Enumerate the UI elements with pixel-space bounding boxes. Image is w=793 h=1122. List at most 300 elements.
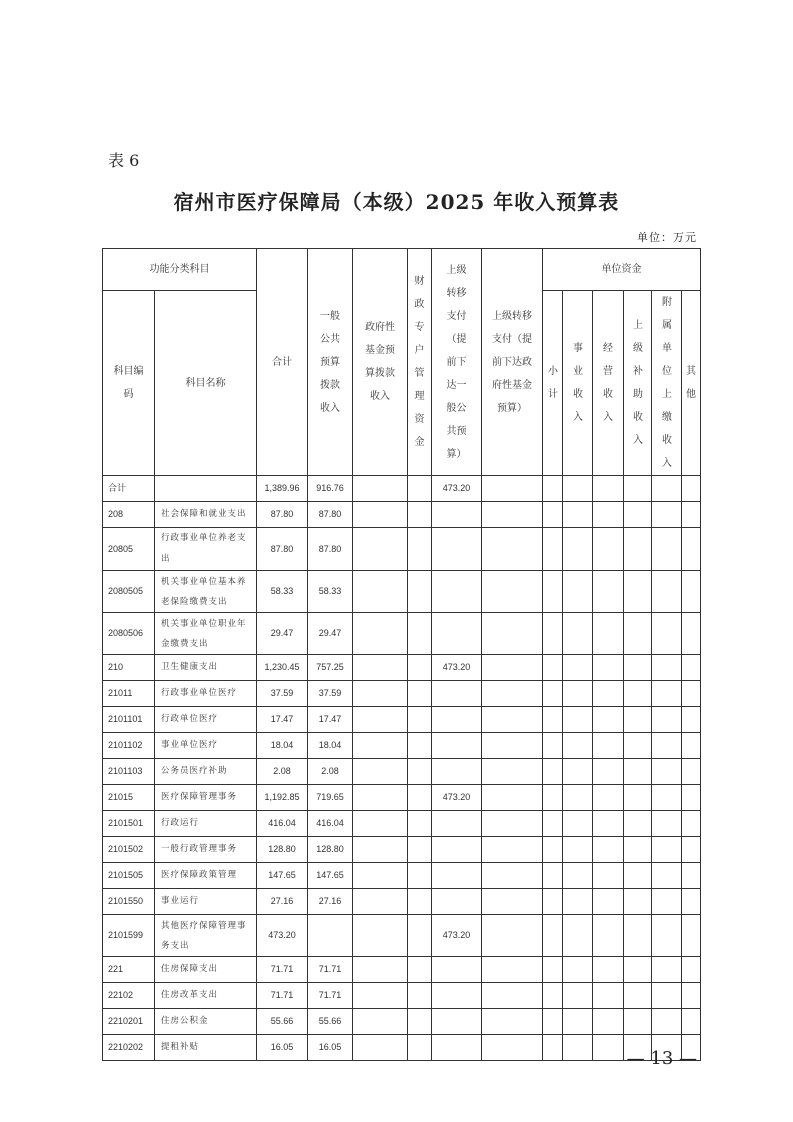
cell-gov-fund — [353, 983, 408, 1009]
cell-subsidy — [624, 681, 652, 707]
cell-subsidy — [624, 983, 652, 1009]
cell-name: 行政事业单位医疗 — [155, 681, 257, 707]
table-row — [103, 528, 701, 571]
cell-subtotal — [543, 528, 563, 571]
cell-transfer-general — [432, 811, 482, 837]
cell-transfer-fund — [482, 1035, 543, 1061]
cell-general: 55.66 — [308, 1009, 353, 1035]
cell-other — [682, 837, 701, 863]
cell-operating — [593, 759, 624, 785]
cell-code: 2080505 — [103, 571, 155, 613]
cell-operating — [593, 915, 624, 957]
header-total: 合计 — [257, 249, 308, 476]
cell-subsidy — [624, 785, 652, 811]
cell-subsidy — [624, 733, 652, 759]
cell-subtotal — [543, 837, 563, 863]
cell-code: 221 — [103, 957, 155, 983]
cell-transfer-general — [432, 957, 482, 983]
cell-operating — [593, 957, 624, 983]
cell-special — [408, 655, 432, 681]
cell-gov-fund — [353, 528, 408, 571]
cell-other — [682, 863, 701, 889]
cell-code: 2101501 — [103, 811, 155, 837]
cell-name: 行政单位医疗 — [155, 707, 257, 733]
cell-total: 71.71 — [257, 957, 308, 983]
cell-subtotal — [543, 915, 563, 957]
cell-gov-fund — [353, 613, 408, 655]
cell-general — [308, 915, 353, 957]
cell-subtotal — [543, 502, 563, 528]
cell-subsidy — [624, 759, 652, 785]
cell-affiliated — [652, 811, 682, 837]
cell-special — [408, 785, 432, 811]
cell-affiliated — [652, 528, 682, 571]
cell-gov-fund — [353, 1035, 408, 1061]
cell-special — [408, 811, 432, 837]
cell-total: 37.59 — [257, 681, 308, 707]
cell-affiliated — [652, 889, 682, 915]
cell-transfer-general: 473.20 — [432, 915, 482, 957]
cell-general: 17.47 — [308, 707, 353, 733]
cell-name: 社会保障和就业支出 — [155, 502, 257, 528]
cell-transfer-fund — [482, 655, 543, 681]
cell-affiliated — [652, 915, 682, 957]
cell-name: 公务员医疗补助 — [155, 759, 257, 785]
cell-special — [408, 1009, 432, 1035]
cell-total: 16.05 — [257, 1035, 308, 1061]
cell-code: 合计 — [103, 476, 155, 502]
cell-general: 37.59 — [308, 681, 353, 707]
cell-subtotal — [543, 759, 563, 785]
cell-name: 事业运行 — [155, 889, 257, 915]
table-row — [103, 655, 701, 681]
cell-transfer-general — [432, 707, 482, 733]
cell-total: 1,389.96 — [257, 476, 308, 502]
cell-transfer-general — [432, 681, 482, 707]
cell-subtotal — [543, 613, 563, 655]
header-subsidy: 上级补助收入 — [624, 291, 652, 476]
cell-affiliated — [652, 759, 682, 785]
cell-transfer-general — [432, 759, 482, 785]
cell-name: 机关事业单位职业年金缴费支出 — [155, 613, 257, 655]
cell-transfer-fund — [482, 707, 543, 733]
cell-general: 916.76 — [308, 476, 353, 502]
cell-business — [563, 733, 593, 759]
cell-operating — [593, 571, 624, 613]
cell-transfer-general — [432, 1009, 482, 1035]
cell-business — [563, 655, 593, 681]
cell-subsidy — [624, 889, 652, 915]
cell-code: 2101102 — [103, 733, 155, 759]
cell-general: 71.71 — [308, 957, 353, 983]
cell-subtotal — [543, 571, 563, 613]
cell-transfer-fund — [482, 681, 543, 707]
cell-business — [563, 811, 593, 837]
cell-total: 416.04 — [257, 811, 308, 837]
cell-total: 1,230.45 — [257, 655, 308, 681]
cell-operating — [593, 1009, 624, 1035]
table-row — [103, 707, 701, 733]
cell-affiliated — [652, 655, 682, 681]
cell-affiliated — [652, 733, 682, 759]
cell-subtotal — [543, 733, 563, 759]
cell-general: 147.65 — [308, 863, 353, 889]
cell-transfer-general — [432, 837, 482, 863]
cell-transfer-fund — [482, 528, 543, 571]
table-row — [103, 733, 701, 759]
income-budget-table — [102, 248, 701, 1061]
cell-name: 医疗保障管理事务 — [155, 785, 257, 811]
header-transfer-general: 上级转移支付（提前下达一般公共预算） — [432, 249, 482, 476]
table-row — [103, 613, 701, 655]
cell-other — [682, 681, 701, 707]
cell-transfer-general — [432, 528, 482, 571]
cell-other — [682, 655, 701, 681]
cell-other — [682, 915, 701, 957]
cell-operating — [593, 707, 624, 733]
cell-gov-fund — [353, 1009, 408, 1035]
cell-transfer-general — [432, 613, 482, 655]
cell-subtotal — [543, 811, 563, 837]
cell-total: 29.47 — [257, 613, 308, 655]
cell-operating — [593, 528, 624, 571]
cell-other — [682, 889, 701, 915]
cell-affiliated — [652, 707, 682, 733]
cell-subtotal — [543, 681, 563, 707]
cell-business — [563, 837, 593, 863]
cell-subsidy — [624, 957, 652, 983]
cell-special — [408, 915, 432, 957]
cell-code: 2210202 — [103, 1035, 155, 1061]
cell-operating — [593, 733, 624, 759]
cell-business — [563, 502, 593, 528]
cell-general: 16.05 — [308, 1035, 353, 1061]
cell-gov-fund — [353, 811, 408, 837]
cell-total: 17.47 — [257, 707, 308, 733]
cell-business — [563, 889, 593, 915]
header-code: 科目编码 — [103, 291, 155, 476]
cell-transfer-fund — [482, 502, 543, 528]
cell-transfer-general — [432, 889, 482, 915]
cell-transfer-general — [432, 502, 482, 528]
table-body — [103, 476, 701, 1061]
cell-name: 机关事业单位基本养老保险缴费支出 — [155, 571, 257, 613]
cell-operating — [593, 889, 624, 915]
cell-operating — [593, 983, 624, 1009]
cell-code: 208 — [103, 502, 155, 528]
header-special: 财政专户管理资金 — [408, 249, 432, 476]
cell-other — [682, 1009, 701, 1035]
cell-subtotal — [543, 957, 563, 983]
cell-code: 2101550 — [103, 889, 155, 915]
cell-code: 2101101 — [103, 707, 155, 733]
cell-name: 行政事业单位养老支出 — [155, 528, 257, 571]
cell-gov-fund — [353, 655, 408, 681]
table-row — [103, 759, 701, 785]
cell-general: 128.80 — [308, 837, 353, 863]
cell-gov-fund — [353, 759, 408, 785]
table-row — [103, 502, 701, 528]
cell-other — [682, 983, 701, 1009]
cell-code: 210 — [103, 655, 155, 681]
cell-subsidy — [624, 837, 652, 863]
cell-subsidy — [624, 571, 652, 613]
cell-subtotal — [543, 476, 563, 502]
cell-affiliated — [652, 863, 682, 889]
cell-other — [682, 733, 701, 759]
header-unit-funds: 单位资金 — [543, 249, 701, 291]
cell-code: 20805 — [103, 528, 155, 571]
cell-code: 2101505 — [103, 863, 155, 889]
cell-name: 住房改革支出 — [155, 983, 257, 1009]
cell-total: 58.33 — [257, 571, 308, 613]
cell-code: 21015 — [103, 785, 155, 811]
cell-transfer-general — [432, 863, 482, 889]
cell-gov-fund — [353, 681, 408, 707]
cell-name — [155, 476, 257, 502]
cell-transfer-fund — [482, 957, 543, 983]
cell-total: 128.80 — [257, 837, 308, 863]
cell-gov-fund — [353, 571, 408, 613]
cell-special — [408, 528, 432, 571]
cell-special — [408, 957, 432, 983]
cell-gov-fund — [353, 863, 408, 889]
cell-total: 87.80 — [257, 502, 308, 528]
cell-transfer-fund — [482, 811, 543, 837]
table-row — [103, 863, 701, 889]
cell-gov-fund — [353, 733, 408, 759]
page-title: 宿州市医疗保障局（本级）2025 年收入预算表 — [173, 190, 620, 214]
cell-gov-fund — [353, 785, 408, 811]
cell-general: 29.47 — [308, 613, 353, 655]
cell-subsidy — [624, 915, 652, 957]
cell-gov-fund — [353, 707, 408, 733]
cell-general: 87.80 — [308, 502, 353, 528]
cell-special — [408, 707, 432, 733]
table-row — [103, 681, 701, 707]
cell-subtotal — [543, 785, 563, 811]
cell-affiliated — [652, 785, 682, 811]
cell-affiliated — [652, 983, 682, 1009]
cell-transfer-fund — [482, 915, 543, 957]
cell-business — [563, 759, 593, 785]
cell-transfer-fund — [482, 983, 543, 1009]
cell-operating — [593, 476, 624, 502]
cell-other — [682, 707, 701, 733]
table-row — [103, 571, 701, 613]
header-other: 其他 — [682, 291, 701, 476]
header-general: 一般公共预算拨款收入 — [308, 249, 353, 476]
cell-subtotal — [543, 655, 563, 681]
cell-subsidy — [624, 613, 652, 655]
cell-gov-fund — [353, 502, 408, 528]
cell-operating — [593, 613, 624, 655]
cell-subsidy — [624, 811, 652, 837]
cell-name: 其他医疗保障管理事务支出 — [155, 915, 257, 957]
cell-transfer-general — [432, 571, 482, 613]
cell-operating — [593, 681, 624, 707]
cell-special — [408, 889, 432, 915]
cell-subtotal — [543, 1009, 563, 1035]
table-row — [103, 837, 701, 863]
cell-gov-fund — [353, 915, 408, 957]
cell-total: 27.16 — [257, 889, 308, 915]
cell-gov-fund — [353, 957, 408, 983]
table-row — [103, 889, 701, 915]
cell-transfer-fund — [482, 1009, 543, 1035]
cell-transfer-general — [432, 1035, 482, 1061]
header-business: 事业收入 — [563, 291, 593, 476]
cell-general: 2.08 — [308, 759, 353, 785]
table-row — [103, 785, 701, 811]
cell-business — [563, 957, 593, 983]
cell-special — [408, 837, 432, 863]
header-name: 科目名称 — [155, 291, 257, 476]
cell-general: 719.65 — [308, 785, 353, 811]
header-affiliated: 附属单位上缴收入 — [652, 291, 682, 476]
cell-special — [408, 681, 432, 707]
cell-transfer-general: 473.20 — [432, 785, 482, 811]
cell-total: 87.80 — [257, 528, 308, 571]
cell-other — [682, 476, 701, 502]
cell-special — [408, 983, 432, 1009]
cell-subtotal — [543, 983, 563, 1009]
cell-business — [563, 476, 593, 502]
cell-transfer-fund — [482, 785, 543, 811]
cell-special — [408, 759, 432, 785]
cell-transfer-fund — [482, 613, 543, 655]
cell-transfer-fund — [482, 733, 543, 759]
table-row — [103, 811, 701, 837]
cell-special — [408, 476, 432, 502]
cell-total: 71.71 — [257, 983, 308, 1009]
cell-subsidy — [624, 528, 652, 571]
cell-name: 住房公积金 — [155, 1009, 257, 1035]
cell-special — [408, 733, 432, 759]
cell-name: 住房保障支出 — [155, 957, 257, 983]
table-row — [103, 915, 701, 957]
cell-special — [408, 571, 432, 613]
cell-other — [682, 502, 701, 528]
cell-special — [408, 863, 432, 889]
cell-transfer-fund — [482, 571, 543, 613]
cell-operating — [593, 785, 624, 811]
cell-gov-fund — [353, 837, 408, 863]
cell-code: 21011 — [103, 681, 155, 707]
cell-code: 2101103 — [103, 759, 155, 785]
cell-other — [682, 957, 701, 983]
table-row — [103, 983, 701, 1009]
cell-business — [563, 681, 593, 707]
cell-business — [563, 983, 593, 1009]
cell-business — [563, 915, 593, 957]
cell-subsidy — [624, 863, 652, 889]
cell-total: 473.20 — [257, 915, 308, 957]
cell-business — [563, 1035, 593, 1061]
cell-subsidy — [624, 476, 652, 502]
cell-general: 757.25 — [308, 655, 353, 681]
cell-transfer-fund — [482, 863, 543, 889]
cell-other — [682, 759, 701, 785]
table-row — [103, 476, 701, 502]
cell-general: 18.04 — [308, 733, 353, 759]
cell-operating — [593, 502, 624, 528]
cell-total: 147.65 — [257, 863, 308, 889]
cell-total: 2.08 — [257, 759, 308, 785]
cell-code: 2101502 — [103, 837, 155, 863]
cell-transfer-fund — [482, 476, 543, 502]
cell-business — [563, 571, 593, 613]
cell-business — [563, 863, 593, 889]
cell-affiliated — [652, 502, 682, 528]
cell-special — [408, 502, 432, 528]
cell-transfer-general: 473.20 — [432, 655, 482, 681]
cell-subtotal — [543, 863, 563, 889]
table-row — [103, 1035, 701, 1061]
cell-total: 18.04 — [257, 733, 308, 759]
cell-affiliated — [652, 476, 682, 502]
cell-code: 2101599 — [103, 915, 155, 957]
cell-name: 医疗保障政策管理 — [155, 863, 257, 889]
cell-business — [563, 528, 593, 571]
header-func-group: 功能分类科目 — [103, 249, 257, 291]
cell-total: 1,192.85 — [257, 785, 308, 811]
cell-business — [563, 785, 593, 811]
cell-code: 2080506 — [103, 613, 155, 655]
cell-other — [682, 811, 701, 837]
header-transfer-fund: 上级转移支付（提前下达政府性基金预算） — [482, 249, 543, 476]
cell-general: 87.80 — [308, 528, 353, 571]
cell-other — [682, 571, 701, 613]
cell-name: 一般行政管理事务 — [155, 837, 257, 863]
cell-operating — [593, 811, 624, 837]
cell-subtotal — [543, 1035, 563, 1061]
cell-general: 416.04 — [308, 811, 353, 837]
cell-total: 55.66 — [257, 1009, 308, 1035]
cell-transfer-fund — [482, 837, 543, 863]
cell-subsidy — [624, 1009, 652, 1035]
cell-operating — [593, 1035, 624, 1061]
cell-business — [563, 707, 593, 733]
cell-operating — [593, 863, 624, 889]
cell-other — [682, 528, 701, 571]
cell-transfer-general — [432, 983, 482, 1009]
cell-code: 2210201 — [103, 1009, 155, 1035]
cell-other — [682, 613, 701, 655]
cell-other — [682, 785, 701, 811]
cell-transfer-general — [432, 733, 482, 759]
cell-transfer-general: 473.20 — [432, 476, 482, 502]
cell-subsidy — [624, 502, 652, 528]
page-number: — 13 — — [626, 1048, 697, 1069]
header-subtotal: 小计 — [543, 291, 563, 476]
cell-gov-fund — [353, 476, 408, 502]
cell-business — [563, 613, 593, 655]
cell-affiliated — [652, 613, 682, 655]
header-operating: 经营收入 — [593, 291, 624, 476]
table-tag: 表 6 — [108, 151, 140, 170]
cell-business — [563, 1009, 593, 1035]
cell-transfer-fund — [482, 889, 543, 915]
cell-operating — [593, 655, 624, 681]
cell-affiliated — [652, 837, 682, 863]
table-row — [103, 957, 701, 983]
cell-name: 事业单位医疗 — [155, 733, 257, 759]
cell-name: 提租补贴 — [155, 1035, 257, 1061]
cell-code: 22102 — [103, 983, 155, 1009]
table-row — [103, 1009, 701, 1035]
cell-special — [408, 1035, 432, 1061]
